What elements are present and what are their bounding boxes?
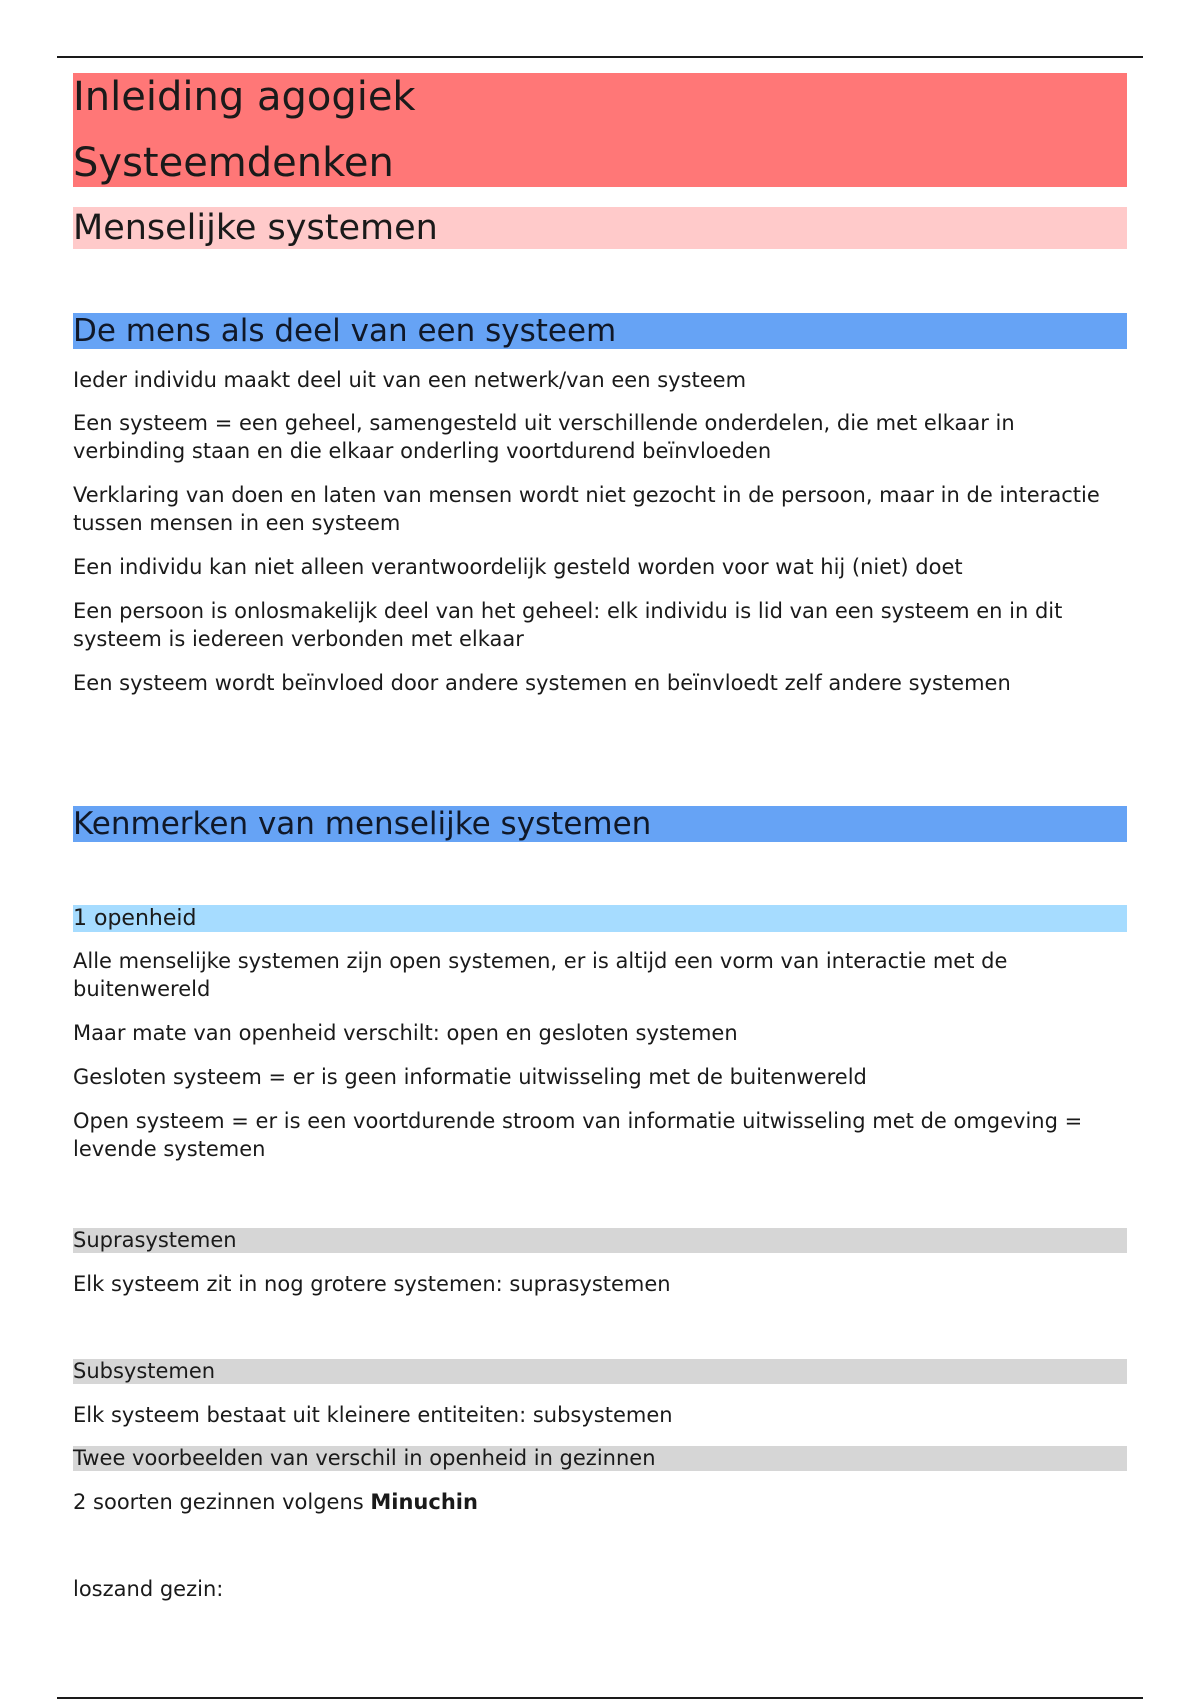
paragraph: Alle menselijke systemen zijn open systemen, er is altijd een vorm van interactie met de buitenwereld — [73, 949, 1008, 1001]
bottom-rule — [57, 1697, 1143, 1699]
paragraph-loszand: loszand gezin: — [73, 1577, 224, 1601]
paragraph-text: 2 soorten gezinnen volgens — [73, 1490, 371, 1514]
subheading-subsystemen: Subsystemen — [73, 1359, 1127, 1384]
subsection-heading-openheid: 1 openheid — [73, 905, 1127, 932]
paragraph: Verklaring van doen en laten van mensen wordt niet gezocht in de persoon, maar in de interactie tussen mensen in een systeem — [73, 483, 1100, 535]
paragraph: Een systeem = een geheel, samengesteld uit verschillende onderdelen, die met elkaar in verbinding staan en die elkaar onderling voortdurend beïnvloeden — [73, 411, 1015, 463]
subheading-suprasystemen: Suprasystemen — [73, 1228, 1127, 1253]
paragraph-minuchin — [73, 1488, 1127, 1516]
paragraph: Gesloten systeem = er is geen informatie uitwisseling met de buitenwereld — [73, 1065, 867, 1089]
document-body — [73, 73, 1127, 1601]
section-heading-mens-als-deel: De mens als deel van een systeem — [73, 313, 1127, 349]
paragraph: Maar mate van openheid verschilt: open en gesloten systemen — [73, 1021, 738, 1045]
paragraph: Een persoon is onlosmakelijk deel van het geheel: elk individu is lid van een systeem en in dit systeem is iedereen verbonden met elkaar — [73, 599, 1063, 651]
paragraph: Een systeem wordt beïnvloed door andere systemen en beïnvloedt zelf andere systemen — [73, 671, 1011, 695]
paragraph: Elk systeem zit in nog grotere systemen: suprasystemen — [73, 1272, 671, 1296]
section-heading-kenmerken: Kenmerken van menselijke systemen — [73, 806, 1127, 842]
paragraph: Een individu kan niet alleen verantwoordelijk gesteld worden voor wat hij (niet) doet — [73, 555, 963, 579]
paragraph: Ieder individu maakt deel uit van een netwerk/van een systeem — [73, 368, 747, 392]
top-rule — [57, 56, 1143, 58]
author-name: Minuchin — [370, 1490, 478, 1514]
paragraph: Elk systeem bestaat uit kleinere entiteiten: subsystemen — [73, 1403, 673, 1427]
document-title: Inleiding agogiek — [73, 74, 416, 120]
title-block — [73, 73, 1127, 187]
document-subtitle-topic: Systeemdenken — [73, 140, 394, 186]
chapter-heading: Menselijke systemen — [73, 207, 1127, 249]
paragraph: Open systeem = er is een voortdurende stroom van informatie uitwisseling met de omgeving = levende systemen — [73, 1109, 1083, 1161]
subheading-voorbeelden: Twee voorbeelden van verschil in openheid in gezinnen — [73, 1446, 1127, 1471]
